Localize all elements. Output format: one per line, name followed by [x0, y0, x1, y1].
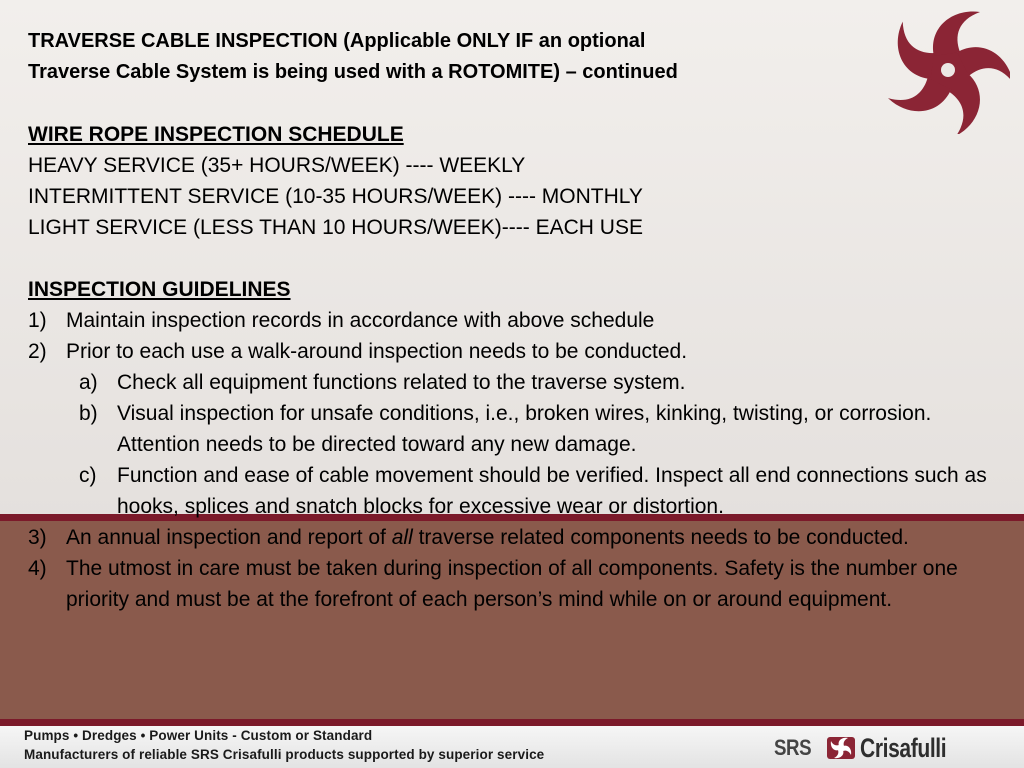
- guidelines-heading: INSPECTION GUIDELINES: [28, 278, 291, 301]
- schedule-line-heavy: HEAVY SERVICE (35+ HOURS/WEEK) ---- WEEKLY: [28, 154, 526, 177]
- guideline-text: Prior to each use a walk-around inspection needs to be conducted.: [66, 340, 688, 363]
- guideline-text-end: traverse related components needs to be conducted.: [412, 526, 909, 549]
- brand-logo: [774, 732, 971, 764]
- schedule-line-light: LIGHT SERVICE (LESS THAN 10 HOURS/WEEK)---- EACH USE: [28, 216, 643, 239]
- slide-content: [28, 26, 998, 615]
- slide-title-line-2: Traverse Cable System is being used with a ROTOMITE) – continued: [28, 61, 678, 83]
- subitem-letter: c): [79, 464, 97, 487]
- guideline-item-3: [28, 522, 998, 553]
- slide-title-line-1: TRAVERSE CABLE INSPECTION (Applicable ONLY IF an optional: [28, 30, 646, 52]
- srs-emblem-icon: [826, 736, 856, 760]
- guideline-text: Maintain inspection records in accordance with above schedule: [66, 309, 655, 332]
- footer-tagline-products: Pumps • Dredges • Power Units - Custom or Standard: [24, 728, 373, 743]
- guideline-number: 1): [28, 309, 47, 332]
- guideline-item-1: [28, 305, 998, 336]
- guideline-number: 3): [28, 526, 47, 549]
- guideline-number: 4): [28, 557, 47, 580]
- brand-name: Crisafulli: [860, 732, 947, 763]
- guideline-subitem-c: [79, 460, 998, 522]
- subitem-letter: b): [79, 402, 98, 425]
- guideline-subitem-b: [79, 398, 998, 460]
- band-bottom-divider: [0, 719, 1024, 726]
- guideline-text: The utmost in care must be taken during inspection of all components. Safety is the number one priority and must be at the forefront of each person’s mind while on or around equipment.: [66, 557, 958, 611]
- schedule-heading: WIRE ROPE INSPECTION SCHEDULE: [28, 123, 404, 146]
- subitem-letter: a): [79, 371, 98, 394]
- schedule-line-intermittent: INTERMITTENT SERVICE (10-35 HOURS/WEEK) ---- MONTHLY: [28, 185, 643, 208]
- footer-tagline-service: Manufacturers of reliable SRS Crisafulli products supported by superior service: [24, 747, 545, 762]
- footer-bar: [0, 726, 1024, 768]
- guideline-text: [28, 522, 998, 553]
- emphasis-all: all: [391, 526, 413, 549]
- guideline-item-2: [28, 336, 998, 367]
- guideline-number: 2): [28, 340, 47, 363]
- guideline-text-start: An annual inspection and report of: [66, 526, 392, 549]
- guideline-item-4: [28, 553, 998, 615]
- subitem-text: Visual inspection for unsafe conditions, i.e., broken wires, kinking, twisting, or corrosion. Attention needs to be directed toward any new damage.: [117, 402, 932, 456]
- brand-prefix: SRS: [774, 735, 812, 760]
- subitem-text: Check all equipment functions related to the traverse system.: [117, 371, 686, 394]
- subitem-text: Function and ease of cable movement should be verified. Inspect all end connections such as hooks, splices and snatch blocks for excessive wear or distortion.: [117, 464, 987, 518]
- guideline-subitem-a: [79, 367, 998, 398]
